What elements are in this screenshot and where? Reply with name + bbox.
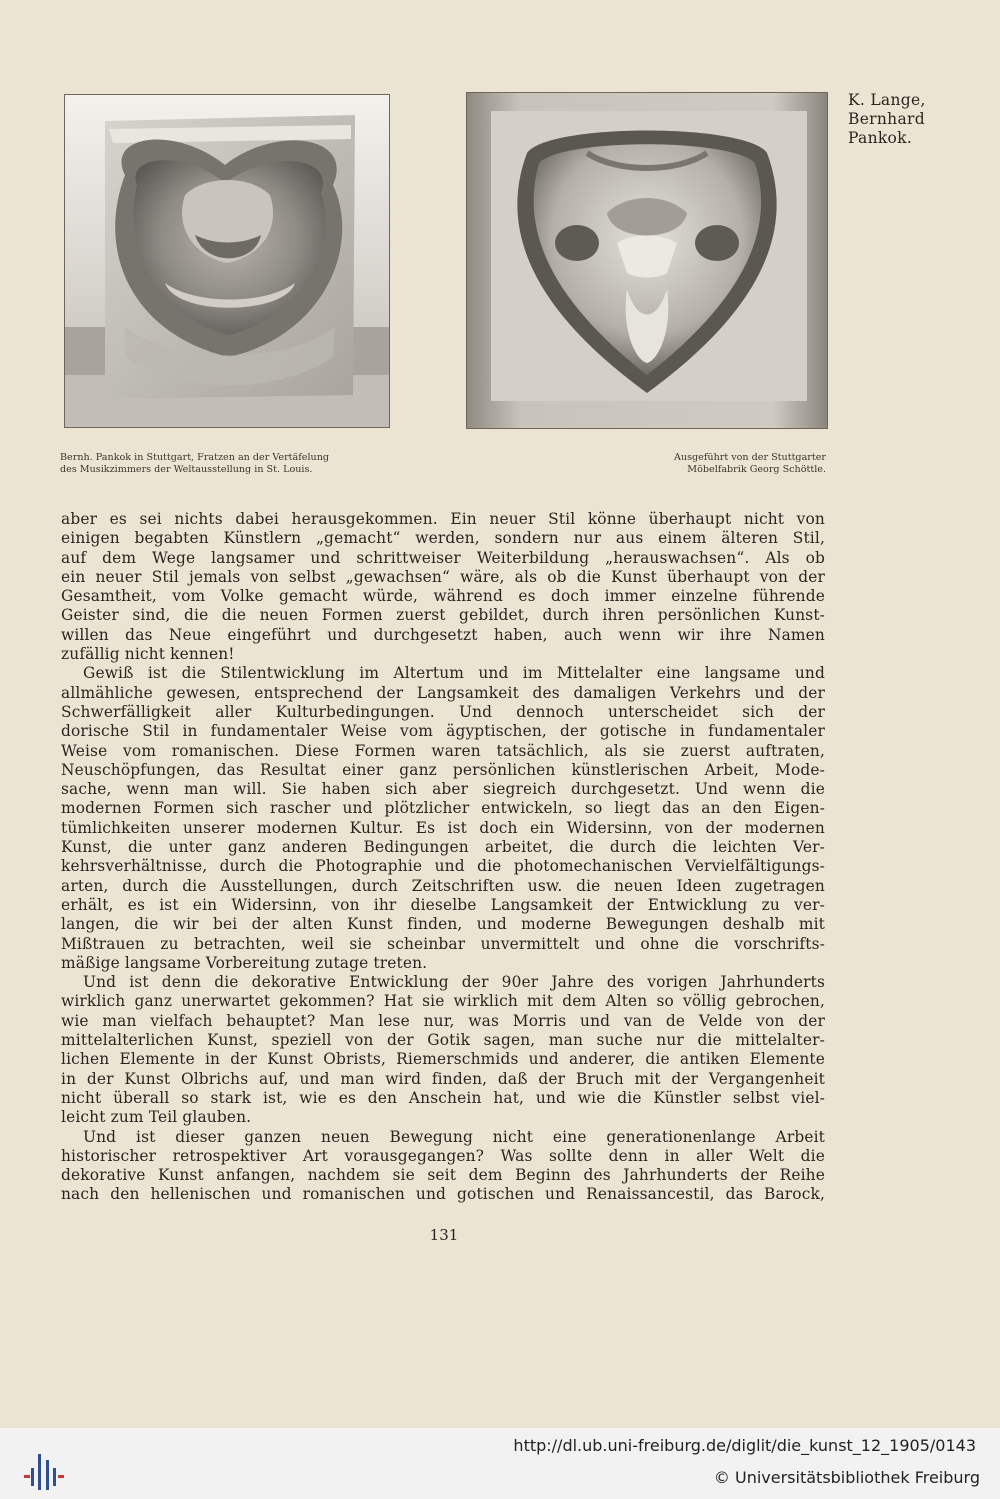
text-line: wie man vielfach behauptet? Man lese nur, was Morris und van de Velde von der (61, 1011, 825, 1030)
permalink-url[interactable]: http://dl.ub.uni-freiburg.de/diglit/die_kunst_12_1905/0143 (513, 1436, 976, 1455)
running-head (848, 91, 926, 148)
text-line: zufällig nicht kennen! (61, 645, 235, 664)
grotesque-mask-photo-left (64, 94, 390, 428)
text-line: tümlichkeiten unserer modernen Kultur. Es ist doch ein Widersinn, von der modernen (61, 818, 825, 837)
text-line: Kunst, die unter ganz anderen Bedingungen arbeitet, die durch die leichten Ver- (61, 838, 825, 857)
grotesque-mask-photo-right (466, 92, 828, 429)
running-head-line: Bernhard (848, 110, 925, 128)
caption-left (60, 452, 329, 475)
text-line: Gewiß ist die Stilentwicklung im Altertum und im Mittelalter eine langsame und (83, 664, 825, 683)
text-line: Neuschöpfungen, das Resultat einer ganz persönlichen künstlerischen Arbeit, Mode- (61, 760, 825, 779)
text-line: in der Kunst Olbrichs auf, und man wird finden, daß der Bruch mit der Vergangenheit (61, 1069, 825, 1088)
ub-freiburg-logo-icon (22, 1440, 66, 1490)
text-line: dekorative Kunst anfangen, nachdem sie seit dem Beginn des Jahrhunderts der Reihe (61, 1166, 825, 1185)
text-line: ein neuer Stil jemals von selbst „gewachsen“ wäre, als ob die Kunst überhaupt von der (61, 567, 825, 586)
caption-line: Ausgeführt von der Stuttgarter (673, 452, 826, 463)
caption-right (560, 452, 826, 475)
text-line: langen, die wir bei der alten Kunst finden, und moderne Bewegungen deshalb mit (61, 915, 825, 934)
text-line: aber es sei nichts dabei herausgekommen. Ein neuer Stil könne überhaupt nicht von (61, 510, 825, 528)
text-line: nicht überall so stark ist, wie es den Anschein hat, und wie die Künstler selbst viel- (61, 1088, 825, 1107)
text-line: mäßige langsame Vorbereitung zutage treten. (61, 953, 428, 972)
running-head-line: K. Lange, (848, 91, 926, 109)
text-line: dorische Stil in fundamentaler Weise vom ägyptischen, der gotische in fundamentaler (61, 722, 825, 741)
page-number: 131 (429, 1226, 459, 1244)
text-line: Gesamtheit, vom Volke gemacht würde, während es doch immer einzelne führende (61, 587, 825, 606)
caption-line: Bernh. Pankok in Stuttgart, Fratzen an der Vertäfelung (60, 452, 330, 463)
text-line: erhält, es ist ein Widersinn, von ihr dieselbe Langsamkeit der Entwicklung zu ver- (61, 895, 825, 914)
text-line: Und ist denn die dekorative Entwicklung der 90er Jahre des vorigen Jahrhunderts (83, 973, 825, 992)
text-line: willen das Neue eingeführt und durchgesetzt haben, auch wenn wir ihre Namen (61, 625, 825, 644)
text-line: kehrsverhältnisse, durch die Photographie und die photomechanischen Vervielfältigungs- (61, 857, 825, 876)
text-line: leicht zum Teil glauben. (61, 1108, 252, 1127)
copyright-notice: © Universitätsbibliothek Freiburg (713, 1468, 980, 1487)
text-line: sache, wenn man will. Sie haben sich aber siegreich durchgesetzt. Und wenn die (61, 780, 825, 799)
text-line: Mißtrauen zu betrachten, weil sie scheinbar unvermittelt und ohne die vorschrifts- (61, 934, 825, 953)
text-line: historischer retrospektiver Art vorausgegangen? Was sollte denn in aller Welt die (61, 1146, 825, 1165)
text-line: allmähliche gewesen, entsprechend der Langsamkeit des damaligen Verkehrs und der (61, 683, 825, 702)
caption-line: Möbelfabrik Georg Schöttle. (687, 463, 826, 475)
text-line: arten, durch die Ausstellungen, durch Zeitschriften usw. die neuen Ideen zugetragen (61, 876, 825, 895)
viewer-footer (0, 1428, 1000, 1499)
caption-line: des Musikzimmers der Weltausstellung in St. Louis. (60, 463, 313, 475)
text-line: Weise vom romanischen. Diese Formen waren tatsächlich, als sie zuerst auftraten, (61, 741, 825, 760)
text-line: Schwerfälligkeit aller Kulturbedingungen. Und dennoch unterscheidet sich der (61, 702, 825, 721)
text-line: auf dem Wege langsamer und schrittweiser Weiterbildung „herauswachsen“. Als ob (61, 548, 825, 567)
text-line: Und ist dieser ganzen neuen Bewegung nicht eine generationenlange Arbeit (83, 1127, 825, 1146)
text-line: modernen Formen sich rascher und plötzlicher entwickeln, so liegt das an den Eigen- (61, 799, 825, 818)
body-text (61, 510, 825, 1205)
text-line: mittelalterlichen Kunst, speziell von der Gotik sagen, man suche nur die mittelalter- (61, 1031, 825, 1050)
text-line: lichen Elemente in der Kunst Obrists, Riemerschmids und anderer, die antiken Elemente (61, 1050, 825, 1069)
text-line: Geister sind, die die neuen Formen zuerst gebildet, durch ihren persönlichen Kunst- (61, 606, 825, 625)
text-line: wirklich ganz unerwartet gekommen? Hat sie wirklich mit dem Alten so völlig gebrochen, (61, 992, 825, 1011)
running-head-line: Pankok. (848, 129, 913, 147)
text-line: einigen begabten Künstlern „gemacht“ werden, sondern nur aus einem älteren Stil, (61, 529, 825, 548)
text-line: nach den hellenischen und romanischen und gotischen und Renaissancestil, das Barock, (61, 1185, 825, 1204)
